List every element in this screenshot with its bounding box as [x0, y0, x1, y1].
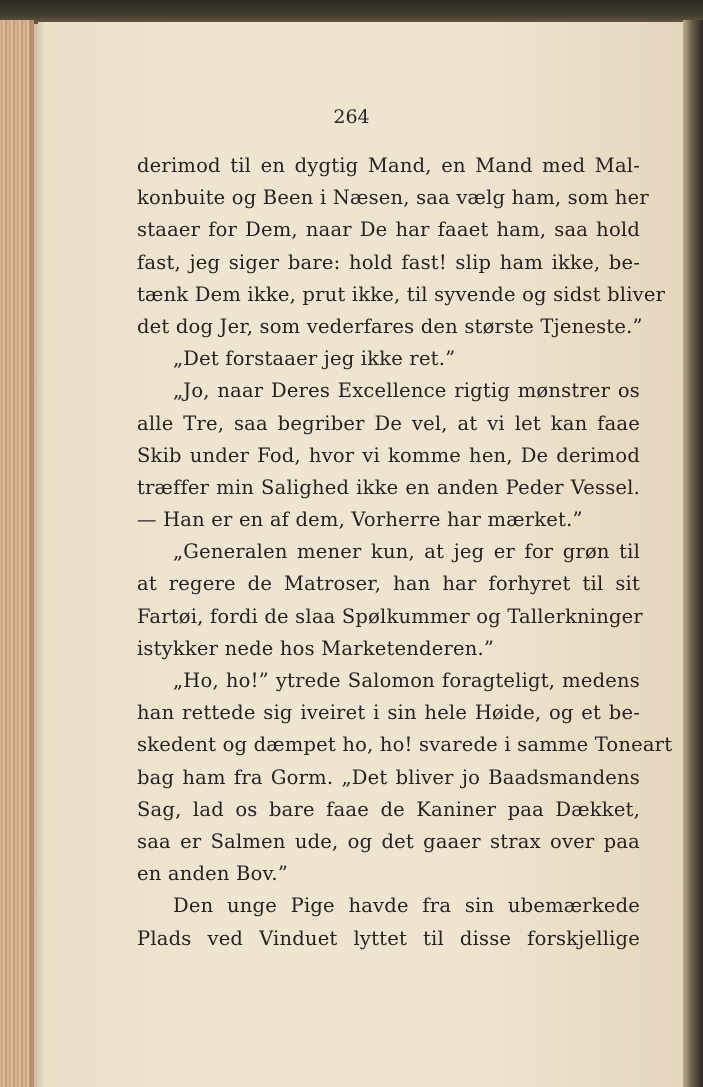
text-line: istykker nede hos Marketenderen.” [137, 636, 495, 660]
book-top-edge [0, 0, 703, 24]
text-line: „Det forstaaer jeg ikke ret.” [173, 347, 456, 371]
page-number: 264 [333, 106, 370, 128]
book-binding-left [0, 20, 34, 1087]
text-line: Fartøi, fordi de slaa Spølkummer og Tallerkninger [137, 604, 643, 628]
text-line: derimod til en dygtig Mand, en Mand med Mal- [137, 154, 640, 177]
text-line: konbuite og Been i Næsen, saa vælg ham, som her [137, 186, 649, 210]
text-line: at regere de Matroser, han har forhyret til sit [137, 572, 640, 596]
text-line: Den unge Pige havde fra sin ubemærkede [173, 894, 640, 918]
body-text [137, 150, 673, 955]
text-line: Sag, lad os bare faae de Kaniner paa Dækket, [137, 797, 640, 821]
text-line: en anden Bov.” [137, 862, 289, 886]
text-line: skedent og dæmpet ho, ho! svarede i samme Toneart [137, 733, 673, 757]
text-line: bag ham fra Gorm. „Det bliver jo Baadsmandens [137, 765, 640, 789]
book-page-edge-right [683, 20, 703, 1087]
text-line: staaer for Dem, naar De har faaet ham, saa hold [137, 218, 640, 242]
text-line: han rettede sig iveiret i sin hele Høide, og et be- [137, 701, 640, 725]
text-line: „Generalen mener kun, at jeg er for grøn til [173, 540, 640, 564]
text-line: Plads ved Vinduet lyttet til disse forskjellige [137, 926, 640, 950]
text-line: træffer min Salighed ikke en anden Peder Vessel. [137, 475, 640, 499]
text-line: det dog Jer, som vederfares den største Tjeneste.” [137, 314, 643, 338]
text-line: saa er Salmen ude, og det gaaer strax over paa [137, 829, 640, 853]
text-line: „Jo, naar Deres Excellence rigtig mønstrer os [173, 379, 640, 403]
text-line: tænk Dem ikke, prut ikke, til syvende og sidst bliver [137, 282, 666, 306]
text-line: — Han er en af dem, Vorherre har mærket.” [137, 508, 583, 532]
text-line: alle Tre, saa begriber De vel, at vi let kan faae [137, 411, 640, 435]
text-line: „Ho, ho!” ytrede Salomon foragteligt, medens [173, 669, 640, 692]
text-line: Skib under Fod, hvor vi komme hen, De derimod [137, 443, 640, 467]
text-line: fast, jeg siger bare: hold fast! slip ham ikke, be- [137, 250, 640, 274]
page-gutter-shadow [30, 20, 44, 1087]
